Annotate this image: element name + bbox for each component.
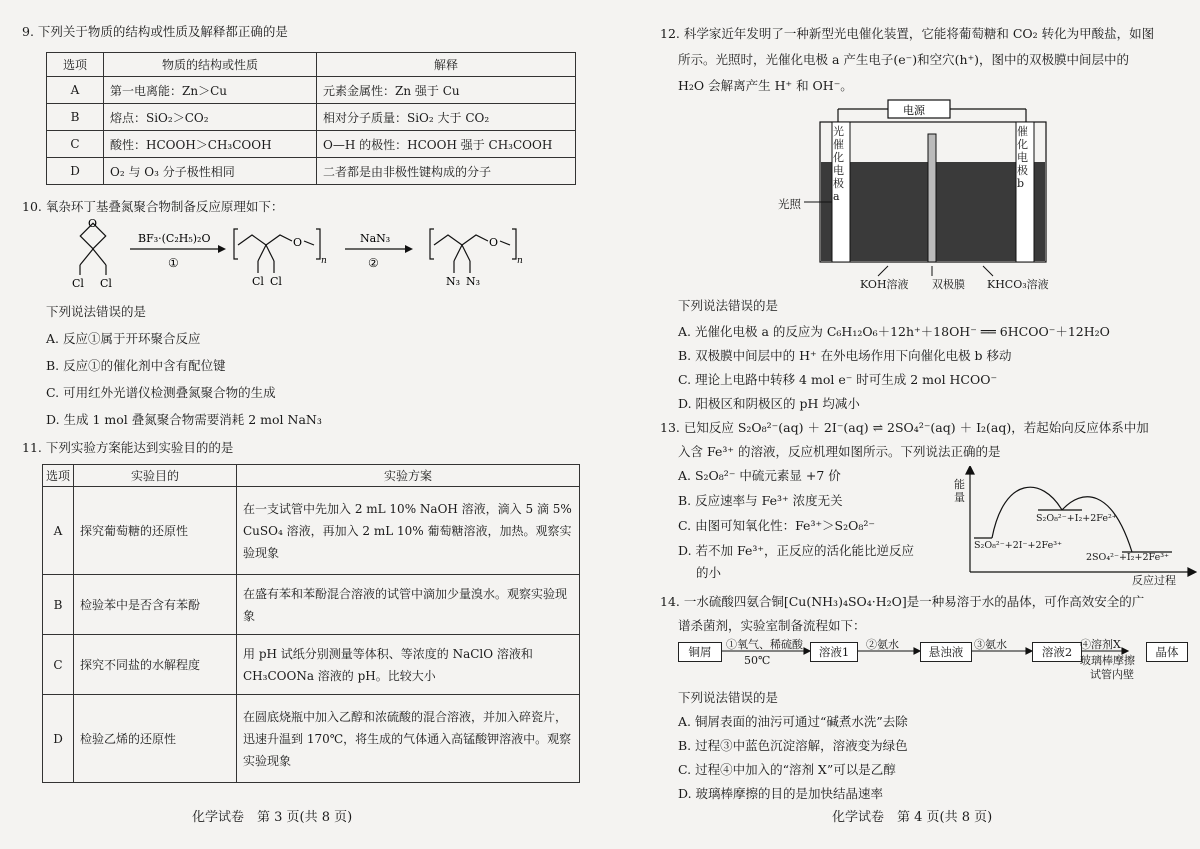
q13-option-a: A. S₂O₈²⁻ 中硫元素显 +7 价 [678, 468, 841, 483]
q12-option-c: C. 理论上电路中转移 4 mol e⁻ 时可生成 2 mol HCOO⁻ [678, 372, 998, 387]
flow-step-1-temp: 50℃ [744, 654, 771, 667]
flow-box-suspension: 悬浊液 [920, 642, 972, 662]
q12-prompt: 下列说法错误的是 [678, 298, 779, 313]
q10-cl-2: Cl [100, 277, 112, 290]
q9-cell: O—H 的极性：HCOOH 强于 CH₃COOH [317, 131, 576, 158]
q11-cell: 在一支试管中先加入 2 mL 10% NaOH 溶液，滴入 5 滴 5% CuSO₄ 溶液，再加入 2 mL 10% 葡萄糖溶液，加热。观察实验现象 [237, 487, 580, 575]
q12-stem-line-3: H₂O 会解离产生 H⁺ 和 OH⁻。 [678, 78, 853, 93]
q11-cell: A [43, 487, 74, 575]
q9-cell: 第一电离能：Zn＞Cu [104, 77, 317, 104]
membrane-label: 双极膜 [932, 278, 965, 291]
q14-option-c: C. 过程④中加入的“溶剂 X”可以是乙醇 [678, 762, 896, 777]
process-axis-label: 反应过程 [1132, 574, 1176, 587]
electrode-a-label: 光催化电极a [833, 125, 844, 203]
q10-n3-1: N₃ [446, 275, 461, 288]
q13-energy-graph [942, 466, 1197, 586]
q10-step2: ② [368, 256, 379, 270]
flow-step-4-rub: 玻璃棒摩擦 [1080, 654, 1135, 667]
q11-cell: 在圆底烧瓶中加入乙醇和浓硫酸的混合溶液，并加入碎瓷片，迅速升温到 170℃，将生成的气体通入高锰酸钾溶液中。观察实验现象 [237, 695, 580, 783]
q9-cell: D [47, 158, 104, 185]
q11-cell: 用 pH 试纸分别测量等体积、等浓度的 NaClO 溶液和 CH₃COONa 溶液的 pH。比较大小 [237, 635, 580, 695]
q10-reaction-scheme [60, 215, 530, 295]
energy-axis-label: 能量 [954, 478, 965, 504]
right-footer: 化学试卷 第 4 页(共 8 页) [832, 810, 993, 825]
q11-cell: C [43, 635, 74, 695]
q14-option-b: B. 过程③中蓝色沉淀溶解，溶液变为绿色 [678, 738, 908, 753]
electrode-b-label: 催化电极b [1017, 125, 1028, 190]
q9-cell: 元素金属性：Zn 强于 Cu [317, 77, 576, 104]
q10-o-1: O [88, 217, 98, 230]
q14-prompt: 下列说法错误的是 [678, 690, 779, 705]
q12-option-d: D. 阳极区和阴极区的 pH 均减小 [678, 396, 860, 411]
q11-cell: 在盛有苯和苯酚混合溶液的试管中滴加少量溴水。观察实验现象 [237, 575, 580, 635]
q10-cl-3: Cl [252, 275, 264, 288]
level-1-label: S₂O₈²⁻+2I⁻+2Fe³⁺ [974, 540, 1063, 551]
q9-header-1: 物质的结构或性质 [104, 53, 317, 77]
q11-header-2: 实验方案 [237, 465, 580, 487]
q13-stem-line-1: 13. 已知反应 S₂O₈²⁻(aq) ＋ 2I⁻(aq) ⇌ 2SO₄²⁻(aq) ＋ I₂(aq)，若起始向反应体系中加 [660, 420, 1149, 435]
q9-stem: 9. 下列关于物质的结构或性质及解释都正确的是 [22, 24, 288, 39]
q11-table [42, 464, 580, 783]
flow-step-3: ③氨水 [974, 638, 1007, 651]
q9-header-2: 解释 [317, 53, 576, 77]
q10-cl-4: Cl [270, 275, 282, 288]
flow-box-solution-1: 溶液1 [810, 642, 858, 662]
q9-cell: 酸性：HCOOH＞CH₃COOH [104, 131, 317, 158]
flow-box-copper: 铜屑 [678, 642, 722, 662]
q14-stem-line-2: 谱杀菌剂，实验室制备流程如下： [678, 618, 866, 633]
q11-cell: 检验乙烯的还原性 [74, 695, 237, 783]
level-3-label: 2SO₄²⁻+I₂+2Fe³⁺ [1086, 552, 1170, 563]
q12-option-b: B. 双极膜中间层中的 H⁺ 在外电场作用下向催化电极 b 移动 [678, 348, 1012, 363]
right-page [602, 0, 1200, 849]
flow-step-4-wall: 试管内壁 [1090, 668, 1134, 681]
left-footer: 化学试卷 第 3 页(共 8 页) [192, 810, 353, 825]
q12-stem-line-1: 12. 科学家近年发明了一种新型光电催化装置，它能将葡萄糖和 CO₂ 转化为甲酸盐，如图 [660, 26, 1155, 41]
q13-option-d: D. 若不加 Fe³⁺，正反应的活化能比逆反应 [678, 543, 914, 558]
q9-cell: O₂ 与 O₃ 分子极性相同 [104, 158, 317, 185]
q10-n3-2: N₃ [466, 275, 481, 288]
q10-step1: ① [168, 256, 179, 270]
q14-option-d: D. 玻璃棒摩擦的目的是加快结晶速率 [678, 786, 884, 801]
q13-stem-line-2: 入含 Fe³⁺ 的溶液，反应机理如图所示。下列说法正确的是 [678, 444, 1001, 459]
level-2-label: S₂O₈²⁻+I₂+2Fe²⁺ [1036, 513, 1117, 524]
flow-step-2: ②氨水 [866, 638, 899, 651]
light-label: 光照 [778, 197, 801, 211]
q11-cell: 检验苯中是否含有苯酚 [74, 575, 237, 635]
q12-stem-line-2: 所示。光照时，光催化电极 a 产生电子(e⁻)和空穴(h⁺)，图中的双极膜中间层中的 [678, 52, 1130, 67]
q9-cell: A [47, 77, 104, 104]
q11-stem: 11. 下列实验方案能达到实验目的的是 [22, 440, 234, 455]
q12-cell-diagram [778, 94, 1088, 290]
q11-cell: 探究不同盐的水解程度 [74, 635, 237, 695]
q9-cell: 相对分子质量：SiO₂ 大于 CO₂ [317, 104, 576, 131]
q10-stem: 10. 氧杂环丁基叠氮聚合物制备反应原理如下： [22, 199, 284, 214]
flow-box-solution-2: 溶液2 [1032, 642, 1082, 662]
flow-step-1: ①氧气、稀硫酸 [726, 638, 803, 651]
q10-option-b: B. 反应①的催化剂中含有配位键 [46, 358, 226, 373]
power-label: 电源 [903, 104, 925, 117]
q10-prompt: 下列说法错误的是 [46, 304, 147, 319]
q10-o-2: O [293, 236, 303, 249]
q13-option-c: C. 由图可知氧化性：Fe³⁺＞S₂O₈²⁻ [678, 518, 876, 533]
q12-option-a: A. 光催化电极 a 的反应为 C₆H₁₂O₆＋12h⁺＋18OH⁻ ══ 6HCOO⁻＋12H₂O [678, 324, 1110, 339]
q11-cell: 探究葡萄糖的还原性 [74, 487, 237, 575]
koh-label: KOH溶液 [860, 278, 909, 291]
q13-option-b: B. 反应速率与 Fe³⁺ 浓度无关 [678, 493, 843, 508]
q9-cell: B [47, 104, 104, 131]
q9-cell: C [47, 131, 104, 158]
q10-option-d: D. 生成 1 mol 叠氮聚合物需要消耗 2 mol NaN₃ [46, 412, 322, 427]
q10-option-a: A. 反应①属于开环聚合反应 [46, 331, 201, 346]
q9-cell: 熔点：SiO₂＞CO₂ [104, 104, 317, 131]
q9-header-0: 选项 [47, 53, 104, 77]
q10-n-2: n [517, 256, 523, 266]
flow-step-4: ④溶剂X [1080, 638, 1121, 651]
q11-header-0: 选项 [43, 465, 74, 487]
khco3-label: KHCO₃溶液 [987, 278, 1049, 291]
q11-cell: B [43, 575, 74, 635]
flow-box-crystal: 晶体 [1146, 642, 1188, 662]
q9-table [46, 52, 576, 185]
q10-reagent2: NaN₃ [360, 232, 391, 245]
q11-cell: D [43, 695, 74, 783]
q10-n-1: n [321, 256, 327, 266]
q10-o-3: O [489, 236, 499, 249]
q10-cl-1: Cl [72, 277, 84, 290]
q14-option-a: A. 铜屑表面的油污可通过“碱煮水洗”去除 [678, 714, 908, 729]
left-page [0, 0, 598, 849]
q10-reagent1: BF₃·(C₂H₅)₂O [138, 232, 211, 245]
q13-option-d-cont: 的小 [696, 565, 722, 580]
q9-cell: 二者都是由非极性键构成的分子 [317, 158, 576, 185]
q10-option-c: C. 可用红外光谱仪检测叠氮聚合物的生成 [46, 385, 276, 400]
q11-header-1: 实验目的 [74, 465, 237, 487]
q14-stem-line-1: 14. 一水硫酸四氨合铜[Cu(NH₃)₄SO₄·H₂O]是一种易溶于水的晶体，可作高效安全的广 [660, 594, 1145, 609]
